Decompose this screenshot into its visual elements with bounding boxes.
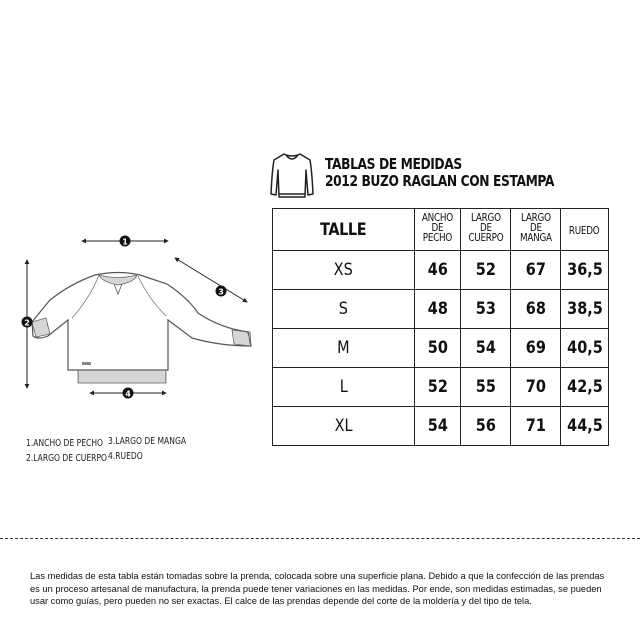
divider <box>0 538 640 539</box>
value-cell: 70 <box>511 368 561 407</box>
value-cell: 48 <box>415 290 461 329</box>
legend-item-3: 3.LARGO DE MANGA <box>108 436 187 447</box>
column-header-largo-cuerpo: LARGO DE CUERPO <box>461 209 511 251</box>
value-cell: 56 <box>461 407 511 446</box>
value-cell: 55 <box>461 368 511 407</box>
size-cell: XL <box>273 407 415 446</box>
value-cell: 69 <box>511 329 561 368</box>
table-row <box>273 290 609 329</box>
value-cell: 42,5 <box>561 368 609 407</box>
column-header-largo-manga: LARGO DE MANGA <box>511 209 561 251</box>
value-cell: 71 <box>511 407 561 446</box>
legend-item-2: 2.LARGO DE CUERPO <box>26 453 108 464</box>
value-cell: 46 <box>415 251 461 290</box>
value-cell: 54 <box>461 329 511 368</box>
value-cell: 44,5 <box>561 407 609 446</box>
value-cell: 52 <box>461 251 511 290</box>
title-line-2: 2012 BUZO RAGLAN CON ESTAMPA <box>325 172 554 190</box>
legend-item-4: 4.RUEDO <box>108 451 143 462</box>
table-header-row <box>273 209 609 251</box>
title-line-1: TABLAS DE MEDIDAS <box>325 155 462 173</box>
garment-diagram <box>20 228 270 408</box>
table-row <box>273 329 609 368</box>
marker-3-label: 3 <box>218 287 224 297</box>
value-cell: 54 <box>415 407 461 446</box>
measure-line-3 <box>175 258 247 302</box>
page-title <box>325 156 554 190</box>
table-row <box>273 251 609 290</box>
value-cell: 52 <box>415 368 461 407</box>
value-cell: 36,5 <box>561 251 609 290</box>
size-cell: L <box>273 368 415 407</box>
marker-1-label: 1 <box>122 237 128 247</box>
value-cell: 67 <box>511 251 561 290</box>
value-cell: 53 <box>461 290 511 329</box>
table-row <box>273 368 609 407</box>
column-header-ancho: ANCHO DE PECHO <box>415 209 461 251</box>
value-cell: 38,5 <box>561 290 609 329</box>
table-row <box>273 407 609 446</box>
marker-2-label: 2 <box>24 318 30 328</box>
sweater-icon <box>268 150 316 202</box>
value-cell: 68 <box>511 290 561 329</box>
column-header-ruedo: RUEDO <box>561 209 609 251</box>
size-cell: M <box>273 329 415 368</box>
marker-4-label: 4 <box>125 389 131 399</box>
value-cell: 50 <box>415 329 461 368</box>
value-cell: 40,5 <box>561 329 609 368</box>
legend-item-1: 1.ANCHO DE PECHO <box>26 438 104 449</box>
size-cell: XS <box>273 251 415 290</box>
column-header-talle: TALLE <box>273 209 415 251</box>
size-cell: S <box>273 290 415 329</box>
size-table <box>272 208 609 446</box>
footnote: Las medidas de esta tabla están tomadas sobre la prenda, colocada sobre una superficie plana. Debido a que la confección de las prendas es un proceso artesanal de manufactura, la prenda puede tener variaciones en las medidas. Por ende, son medidas estimadas, se pueden usar como guías, pero pueden no ser exactas. El calce de las prendas depende del corte de la moldería y del tipo de tela. <box>30 571 605 606</box>
